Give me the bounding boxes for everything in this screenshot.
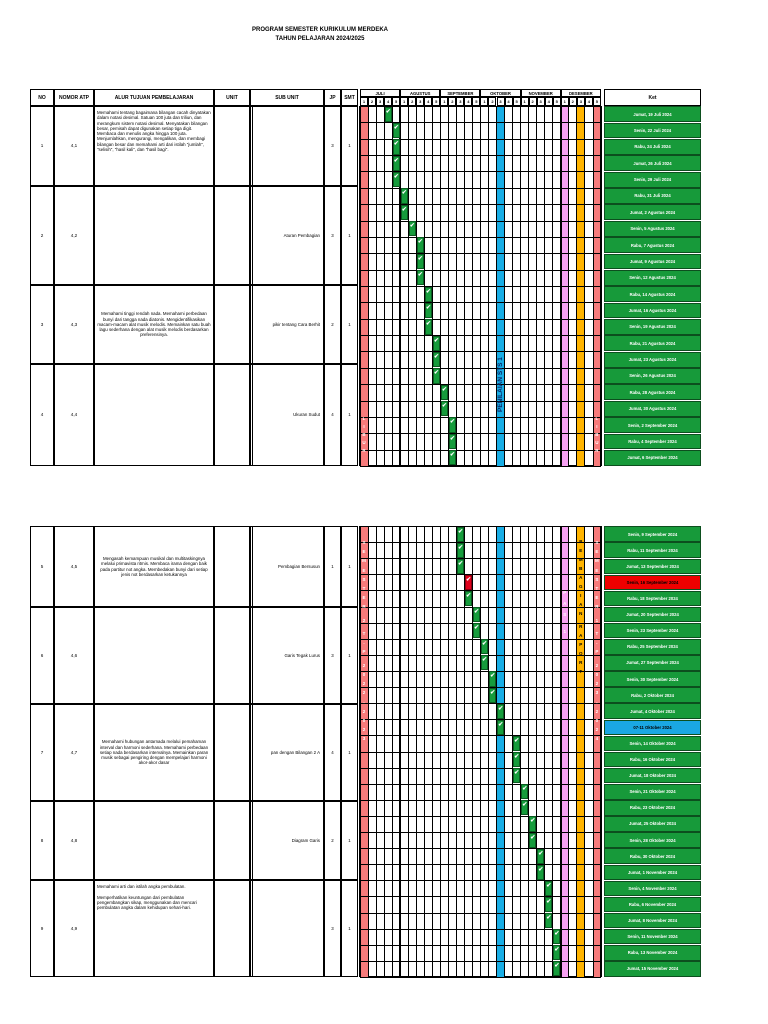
- grid-line: [360, 832, 601, 833]
- week-number: 3: [497, 97, 505, 106]
- week-number: 1: [400, 97, 408, 106]
- week-number: 5: [593, 97, 601, 106]
- header-no: NO: [30, 89, 54, 106]
- week-number: 4: [505, 97, 513, 106]
- check-mark-icon: ✔: [393, 123, 400, 138]
- row-atp-number: 4,8: [54, 801, 94, 880]
- week-number: 5: [392, 97, 400, 106]
- ket-date: Jumat, 13 September 2024: [604, 559, 701, 575]
- row-jp: 3: [324, 186, 341, 285]
- row-unit: [214, 801, 250, 880]
- week-number: 2: [408, 97, 416, 106]
- cell-divider: [252, 801, 265, 880]
- check-mark-icon: ✔: [401, 188, 408, 203]
- row-smt: 1: [341, 607, 358, 704]
- grid-line: [360, 319, 601, 320]
- atp-text: Memahami tentang bagaimana bilangan cacah dinyatakan dalam notasi desimal. Satuan 100 juta dan triliun, dan merangkum sistem notasi desimal. Menyatakan bilangan besar, pemisah dapat digunakan setiap tiga digit. Membaca dan menulis angka hingga 100 juta. Menjumlahkan, mengurangi, mengalikan, dan membagi bilangan besar dan memahami arti dari istilah "jumlah", "selisih", "hasil kali", dan "hasil bagi".: [97, 110, 212, 153]
- check-mark-icon: ✔: [513, 768, 520, 783]
- row-smt: 1: [341, 364, 358, 466]
- row-atp-text: [94, 880, 214, 977]
- check-mark-icon: ✔: [441, 385, 448, 400]
- ket-date: Rabu, 31 Juli 2024: [604, 188, 701, 204]
- ket-date: Jumat, 15 November 2024: [604, 961, 701, 977]
- grid-line: [360, 977, 601, 978]
- row-sub-unit: Diagram Garis: [250, 801, 324, 880]
- row-no: 9: [30, 880, 54, 977]
- raport-label: P E M B A G I A N R A P O R T: [578, 539, 583, 674]
- row-unit: [214, 186, 250, 285]
- check-mark-icon: ✔: [489, 688, 496, 703]
- check-mark-icon: ✔: [449, 450, 456, 465]
- week-number: 2: [488, 97, 496, 106]
- check-mark-icon: ✔: [465, 575, 472, 590]
- grid-line: [360, 237, 601, 238]
- check-mark-icon: ✔: [513, 736, 520, 751]
- row-no: 3: [30, 285, 54, 364]
- check-mark-icon: ✔: [553, 961, 560, 976]
- grid-line: [360, 848, 601, 849]
- grid-line: [360, 687, 601, 688]
- ket-date: Rabu, 2 Oktober 2024: [604, 687, 701, 703]
- week-number: 4: [585, 97, 593, 106]
- check-mark-icon: ✔: [521, 784, 528, 799]
- check-mark-icon: ✔: [497, 720, 504, 735]
- grid-line: [360, 351, 601, 352]
- month-header: OKTOBER: [480, 89, 520, 97]
- atp-text: Mengasah kemampuan musikal dan multitaskingnya melalui primavista ritmis. Membaca irama dengan baik pada partitur not angka. Membedakan bunyi dari setiap jenis not berdasarkan ketukannya: [100, 555, 209, 577]
- ket-date: Jumat, 8 November 2024: [604, 913, 701, 929]
- grid-line: [360, 450, 601, 451]
- row-jp: 4: [324, 364, 341, 466]
- ket-date: Senin, 12 Agustus 2024: [604, 270, 701, 286]
- ket-date: Rabu, 6 November 2024: [604, 897, 701, 913]
- row-atp-text: [94, 364, 214, 466]
- grid-line: [360, 286, 601, 287]
- week-number: 1: [440, 97, 448, 106]
- grid-line: [360, 752, 601, 753]
- check-mark-icon: ✔: [449, 434, 456, 449]
- week-number: 2: [569, 97, 577, 106]
- check-mark-icon: ✔: [473, 623, 480, 638]
- row-smt: 1: [341, 106, 358, 186]
- row-atp-number: 4,9: [54, 880, 94, 977]
- row-no: 7: [30, 704, 54, 801]
- check-mark-icon: ✔: [513, 752, 520, 767]
- check-mark-icon: ✔: [393, 139, 400, 154]
- ket-date: Rabu, 14 Agustus 2024: [604, 286, 701, 302]
- row-atp-text: [94, 704, 214, 801]
- check-mark-icon: ✔: [537, 849, 544, 864]
- ket-date: Rabu, 18 September 2024: [604, 591, 701, 607]
- row-jp: 3: [324, 607, 341, 704]
- grid-line: [360, 880, 601, 881]
- ket-date: Jumat, 18 Oktober 2024: [604, 768, 701, 784]
- row-jp: 2: [324, 285, 341, 364]
- ket-date: Senin, 30 September 2024: [604, 671, 701, 687]
- cell-divider: [252, 186, 265, 285]
- ket-date: Senin, 22 Juli 2024: [604, 123, 701, 139]
- ket-date: Rabu, 23 Oktober 2024: [604, 800, 701, 816]
- month-header: NOVEMBER: [521, 89, 561, 97]
- row-sub-unit: pikir tentang Cara Berhit: [250, 285, 324, 364]
- grid-line: [360, 204, 601, 205]
- row-atp-text: [94, 801, 214, 880]
- ket-date: Jumat, 16 Agustus 2024: [604, 303, 701, 319]
- row-jp: 1: [324, 526, 341, 607]
- row-smt: 1: [341, 704, 358, 801]
- grid-line: [360, 558, 601, 559]
- check-mark-icon: ✔: [545, 897, 552, 912]
- week-number: 4: [384, 97, 392, 106]
- week-number: 3: [577, 97, 585, 106]
- grid-line: [360, 574, 601, 575]
- ket-date: Rabu, 13 November 2024: [604, 945, 701, 961]
- row-unit: [214, 704, 250, 801]
- ket-date: Jumat, 9 Agustus 2024: [604, 254, 701, 270]
- row-sub-unit: pan dengan Bilangan 2 A: [250, 704, 324, 801]
- check-mark-icon: ✔: [425, 287, 432, 302]
- check-mark-icon: ✔: [417, 270, 424, 285]
- ket-date: Senin, 19 Agustus 2024: [604, 319, 701, 335]
- row-unit: [214, 880, 250, 977]
- week-number: 1: [360, 97, 368, 106]
- row-atp-number: 4,2: [54, 186, 94, 285]
- check-mark-icon: ✔: [385, 107, 392, 122]
- check-mark-icon: ✔: [521, 800, 528, 815]
- grid-line: [360, 433, 601, 434]
- week-number: 5: [432, 97, 440, 106]
- ket-date: Jumat, 4 Oktober 2024: [604, 703, 701, 719]
- cell-divider: [252, 106, 265, 186]
- week-number: 5: [553, 97, 561, 106]
- ket-date: Jumat, 6 September 2024: [604, 450, 701, 466]
- month-header: DESEMBER: [561, 89, 601, 97]
- row-sub-unit: Garis Tegak Lurus: [250, 607, 324, 704]
- week-number: 4: [464, 97, 472, 106]
- ket-date: Senin, 5 Agustus 2024: [604, 221, 701, 237]
- grid-line: [360, 253, 601, 254]
- check-mark-icon: ✔: [481, 639, 488, 654]
- check-mark-icon: ✔: [417, 254, 424, 269]
- grid-line: [360, 800, 601, 801]
- grid-line: [360, 945, 601, 946]
- week-number: 3: [416, 97, 424, 106]
- week-number: 3: [376, 97, 384, 106]
- week-number: 2: [448, 97, 456, 106]
- check-mark-icon: ✔: [537, 865, 544, 880]
- ket-date: Jumat, 27 September 2024: [604, 655, 701, 671]
- check-mark-icon: ✔: [545, 913, 552, 928]
- ket-date: Rabu, 4 September 2024: [604, 434, 701, 450]
- check-mark-icon: ✔: [425, 303, 432, 318]
- check-mark-icon: ✔: [417, 237, 424, 252]
- check-mark-icon: ✔: [425, 319, 432, 334]
- semester-label: S E M E S T E R 2 T . P 2 0 2 2 - 2 0 2 3: [362, 540, 366, 742]
- row-smt: 1: [341, 285, 358, 364]
- atp-text: Memahami arti dan istilah angka pembulatan. Memperhatikan keuntungan dari pembulatan pengembangkan sikap, menggunakan dan mencari pembulatan angka dalam kehidupan sehari-hari.: [97, 884, 197, 911]
- row-atp-text: [94, 186, 214, 285]
- check-mark-icon: ✔: [433, 336, 440, 351]
- week-number: 2: [368, 97, 376, 106]
- ket-date: Senin, 14 Oktober 2024: [604, 736, 701, 752]
- row-jp: 3: [324, 880, 341, 977]
- grid-line: [360, 335, 601, 336]
- grid-line: [360, 913, 601, 914]
- week-number: 5: [513, 97, 521, 106]
- ket-date: Rabu, 11 September 2024: [604, 542, 701, 558]
- check-mark-icon: ✔: [545, 881, 552, 896]
- month-header: SEPTEMBER: [440, 89, 480, 97]
- ket-date: Senin, 11 November 2024: [604, 929, 701, 945]
- row-sub-unit: Pembagian Bersusun: [250, 526, 324, 607]
- check-mark-icon: ✔: [481, 655, 488, 670]
- row-atp-text: [94, 607, 214, 704]
- ket-date: Rabu, 28 Agustus 2024: [604, 384, 701, 400]
- header-atp_no: NOMOR ATP: [54, 89, 94, 106]
- grid-line: [360, 768, 601, 769]
- check-mark-icon: ✔: [441, 401, 448, 416]
- row-smt: 1: [341, 186, 358, 285]
- check-mark-icon: ✔: [457, 559, 464, 574]
- row-smt: 1: [341, 801, 358, 880]
- row-no: 5: [30, 526, 54, 607]
- header-smt: SMT: [341, 89, 358, 106]
- ket-date: Jumat, 26 Juli 2024: [604, 155, 701, 171]
- ket-date: Rabu, 25 September 2024: [604, 639, 701, 655]
- row-unit: [214, 526, 250, 607]
- penilaian-label: PENILAIAN STS 1: [497, 357, 504, 412]
- pas-label: P A S 1: [563, 590, 567, 634]
- week-number: 4: [545, 97, 553, 106]
- grid-line: [360, 466, 601, 467]
- atp-text: Memahami tinggi rendah nada. Memahami perbedaan bunyi dari tangga nada diatonis. Mengidentifikasikan macam-macam alat musik melodis. Memainkan satu buah lagu sederhana dengan alat musik melodis berdasarkan preferensinya.: [97, 311, 212, 338]
- row-atp-number: 4,5: [54, 526, 94, 607]
- row-jp: 3: [324, 106, 341, 186]
- cell-divider: [252, 880, 265, 977]
- libur-label: L I B U R: [362, 416, 366, 453]
- week-number: 1: [480, 97, 488, 106]
- check-mark-icon: ✔: [449, 417, 456, 432]
- check-mark-icon: ✔: [497, 704, 504, 719]
- row-sub-unit: Aturan Pembagian: [250, 186, 324, 285]
- cell-divider: [252, 704, 265, 801]
- check-mark-icon: ✔: [457, 543, 464, 558]
- ket-date: Jumat, 1 November 2024: [604, 865, 701, 881]
- ket-date: Rabu, 30 Oktober 2024: [604, 848, 701, 864]
- check-mark-icon: ✔: [401, 205, 408, 220]
- header-ket: Ket: [604, 89, 701, 106]
- row-unit: [214, 607, 250, 704]
- ket-date: Rabu, 24 Juli 2024: [604, 139, 701, 155]
- check-mark-icon: ✔: [465, 591, 472, 606]
- week-number: 1: [561, 97, 569, 106]
- row-atp-text: [94, 285, 214, 364]
- check-mark-icon: ✔: [553, 945, 560, 960]
- check-mark-icon: ✔: [433, 368, 440, 383]
- cell-divider: [252, 526, 265, 607]
- row-sub-unit: Ukuran Sudut: [250, 364, 324, 466]
- ket-date: Jumat, 30 Agustus 2024: [604, 401, 701, 417]
- grid-line: [360, 526, 601, 527]
- cell-divider: [252, 285, 265, 364]
- row-atp-number: 4,7: [54, 704, 94, 801]
- week-number: 1: [521, 97, 529, 106]
- ket-date: Jumat, 20 September 2024: [604, 607, 701, 623]
- month-header: JULI: [360, 89, 400, 97]
- row-unit: [214, 106, 250, 186]
- month-header: AGUSTUS: [400, 89, 440, 97]
- grid-line: [360, 106, 601, 107]
- semester-label: S E M E S T E R 1 T . P 2 0 2 3 - 2 0 2 4: [594, 540, 599, 742]
- row-no: 6: [30, 607, 54, 704]
- grid-line: [360, 864, 601, 865]
- row-atp-text: [94, 526, 214, 607]
- check-mark-icon: ✔: [433, 352, 440, 367]
- check-mark-icon: ✔: [553, 929, 560, 944]
- header-unit: UNIT: [214, 89, 250, 106]
- row-atp-number: 4,3: [54, 285, 94, 364]
- page-title-line1: PROGRAM SEMESTER KURIKULUM MERDEKA: [251, 27, 388, 33]
- check-mark-icon: ✔: [473, 607, 480, 622]
- ket-date: Jumat, 2 Agustus 2024: [604, 204, 701, 220]
- ket-date: Senin, 26 Agustus 2024: [604, 368, 701, 384]
- row-atp-number: 4,1: [54, 106, 94, 186]
- grid-line: [360, 368, 601, 369]
- libur-label: L I B U R: [595, 416, 599, 453]
- ket-date: Senin, 21 Oktober 2024: [604, 784, 701, 800]
- grid-line: [360, 961, 601, 962]
- ket-date: Senin, 29 Juli 2024: [604, 172, 701, 188]
- check-mark-icon: ✔: [393, 156, 400, 171]
- week-number: 2: [529, 97, 537, 106]
- ket-date: 07-11 Oktober 2024: [604, 720, 701, 736]
- ket-date: Jumat, 25 Oktober 2024: [604, 816, 701, 832]
- grid-line: [360, 417, 601, 418]
- grid-line: [360, 221, 601, 222]
- grid-line: [360, 703, 601, 704]
- row-atp-number: 4,4: [54, 364, 94, 466]
- row-atp-number: 4,6: [54, 607, 94, 704]
- check-mark-icon: ✔: [409, 221, 416, 236]
- row-jp: 2: [324, 801, 341, 880]
- grid-line: [360, 784, 601, 785]
- row-smt: 1: [341, 526, 358, 607]
- cell-divider: [252, 364, 265, 466]
- ket-date: Rabu, 7 Agustus 2024: [604, 237, 701, 253]
- page-title-line2: TAHUN PELAJARAN 2024/2025: [275, 36, 365, 42]
- row-unit: [214, 285, 250, 364]
- check-mark-icon: ✔: [529, 816, 536, 831]
- cell-divider: [252, 607, 265, 704]
- week-number: 3: [456, 97, 464, 106]
- grid-line: [360, 896, 601, 897]
- ket-date: Jumat, 19 Juli 2024: [604, 106, 701, 122]
- row-no: 8: [30, 801, 54, 880]
- row-no: 2: [30, 186, 54, 285]
- grid-line: [360, 816, 601, 817]
- grid-line: [360, 188, 601, 189]
- grid-line: [360, 719, 601, 720]
- ket-date: Senin, 9 September 2024: [604, 526, 701, 542]
- row-no: 1: [30, 106, 54, 186]
- ket-date: Senin, 16 September 2024: [604, 575, 701, 591]
- ket-date: Jumat, 23 Agustus 2024: [604, 352, 701, 368]
- row-smt: 1: [341, 880, 358, 977]
- ket-date: Senin, 28 Oktober 2024: [604, 832, 701, 848]
- grid-line: [360, 384, 601, 385]
- ket-date: Senin, 4 November 2024: [604, 881, 701, 897]
- grid-line: [360, 671, 601, 672]
- row-jp: 4: [324, 704, 341, 801]
- grid-line: [360, 302, 601, 303]
- header-atp: ALUR TUJUAN PEMBELAJARAN: [94, 89, 214, 106]
- grid-line: [360, 929, 601, 930]
- ket-date: Rabu, 16 Oktober 2024: [604, 752, 701, 768]
- header-sub: SUB UNIT: [250, 89, 324, 106]
- check-mark-icon: ✔: [529, 833, 536, 848]
- check-mark-icon: ✔: [457, 527, 464, 542]
- check-mark-icon: ✔: [393, 172, 400, 187]
- ket-date: Rabu, 21 Agustus 2024: [604, 335, 701, 351]
- row-unit: [214, 364, 250, 466]
- week-number: 4: [424, 97, 432, 106]
- ket-date: Senin, 2 September 2024: [604, 417, 701, 433]
- grid-line: [360, 542, 601, 543]
- header-jp: JP: [324, 89, 341, 106]
- check-mark-icon: ✔: [489, 671, 496, 686]
- atp-text: Memahami hubungan antarnada melalui pemahaman interval dan harmoni sederhana. Memahami perbedaan setiap nada berdasarkan intervalnya. Memainkan paran musik sebagai pengiring dengan mempelajari harmoni akor-akor dasar: [99, 739, 210, 766]
- row-atp-text: [94, 106, 214, 186]
- week-number: 3: [537, 97, 545, 106]
- grid-line: [360, 270, 601, 271]
- ket-date: Senin, 23 September 2024: [604, 623, 701, 639]
- grid-line: [360, 401, 601, 402]
- grid-line: [360, 735, 601, 736]
- row-no: 4: [30, 364, 54, 466]
- week-number: 5: [472, 97, 480, 106]
